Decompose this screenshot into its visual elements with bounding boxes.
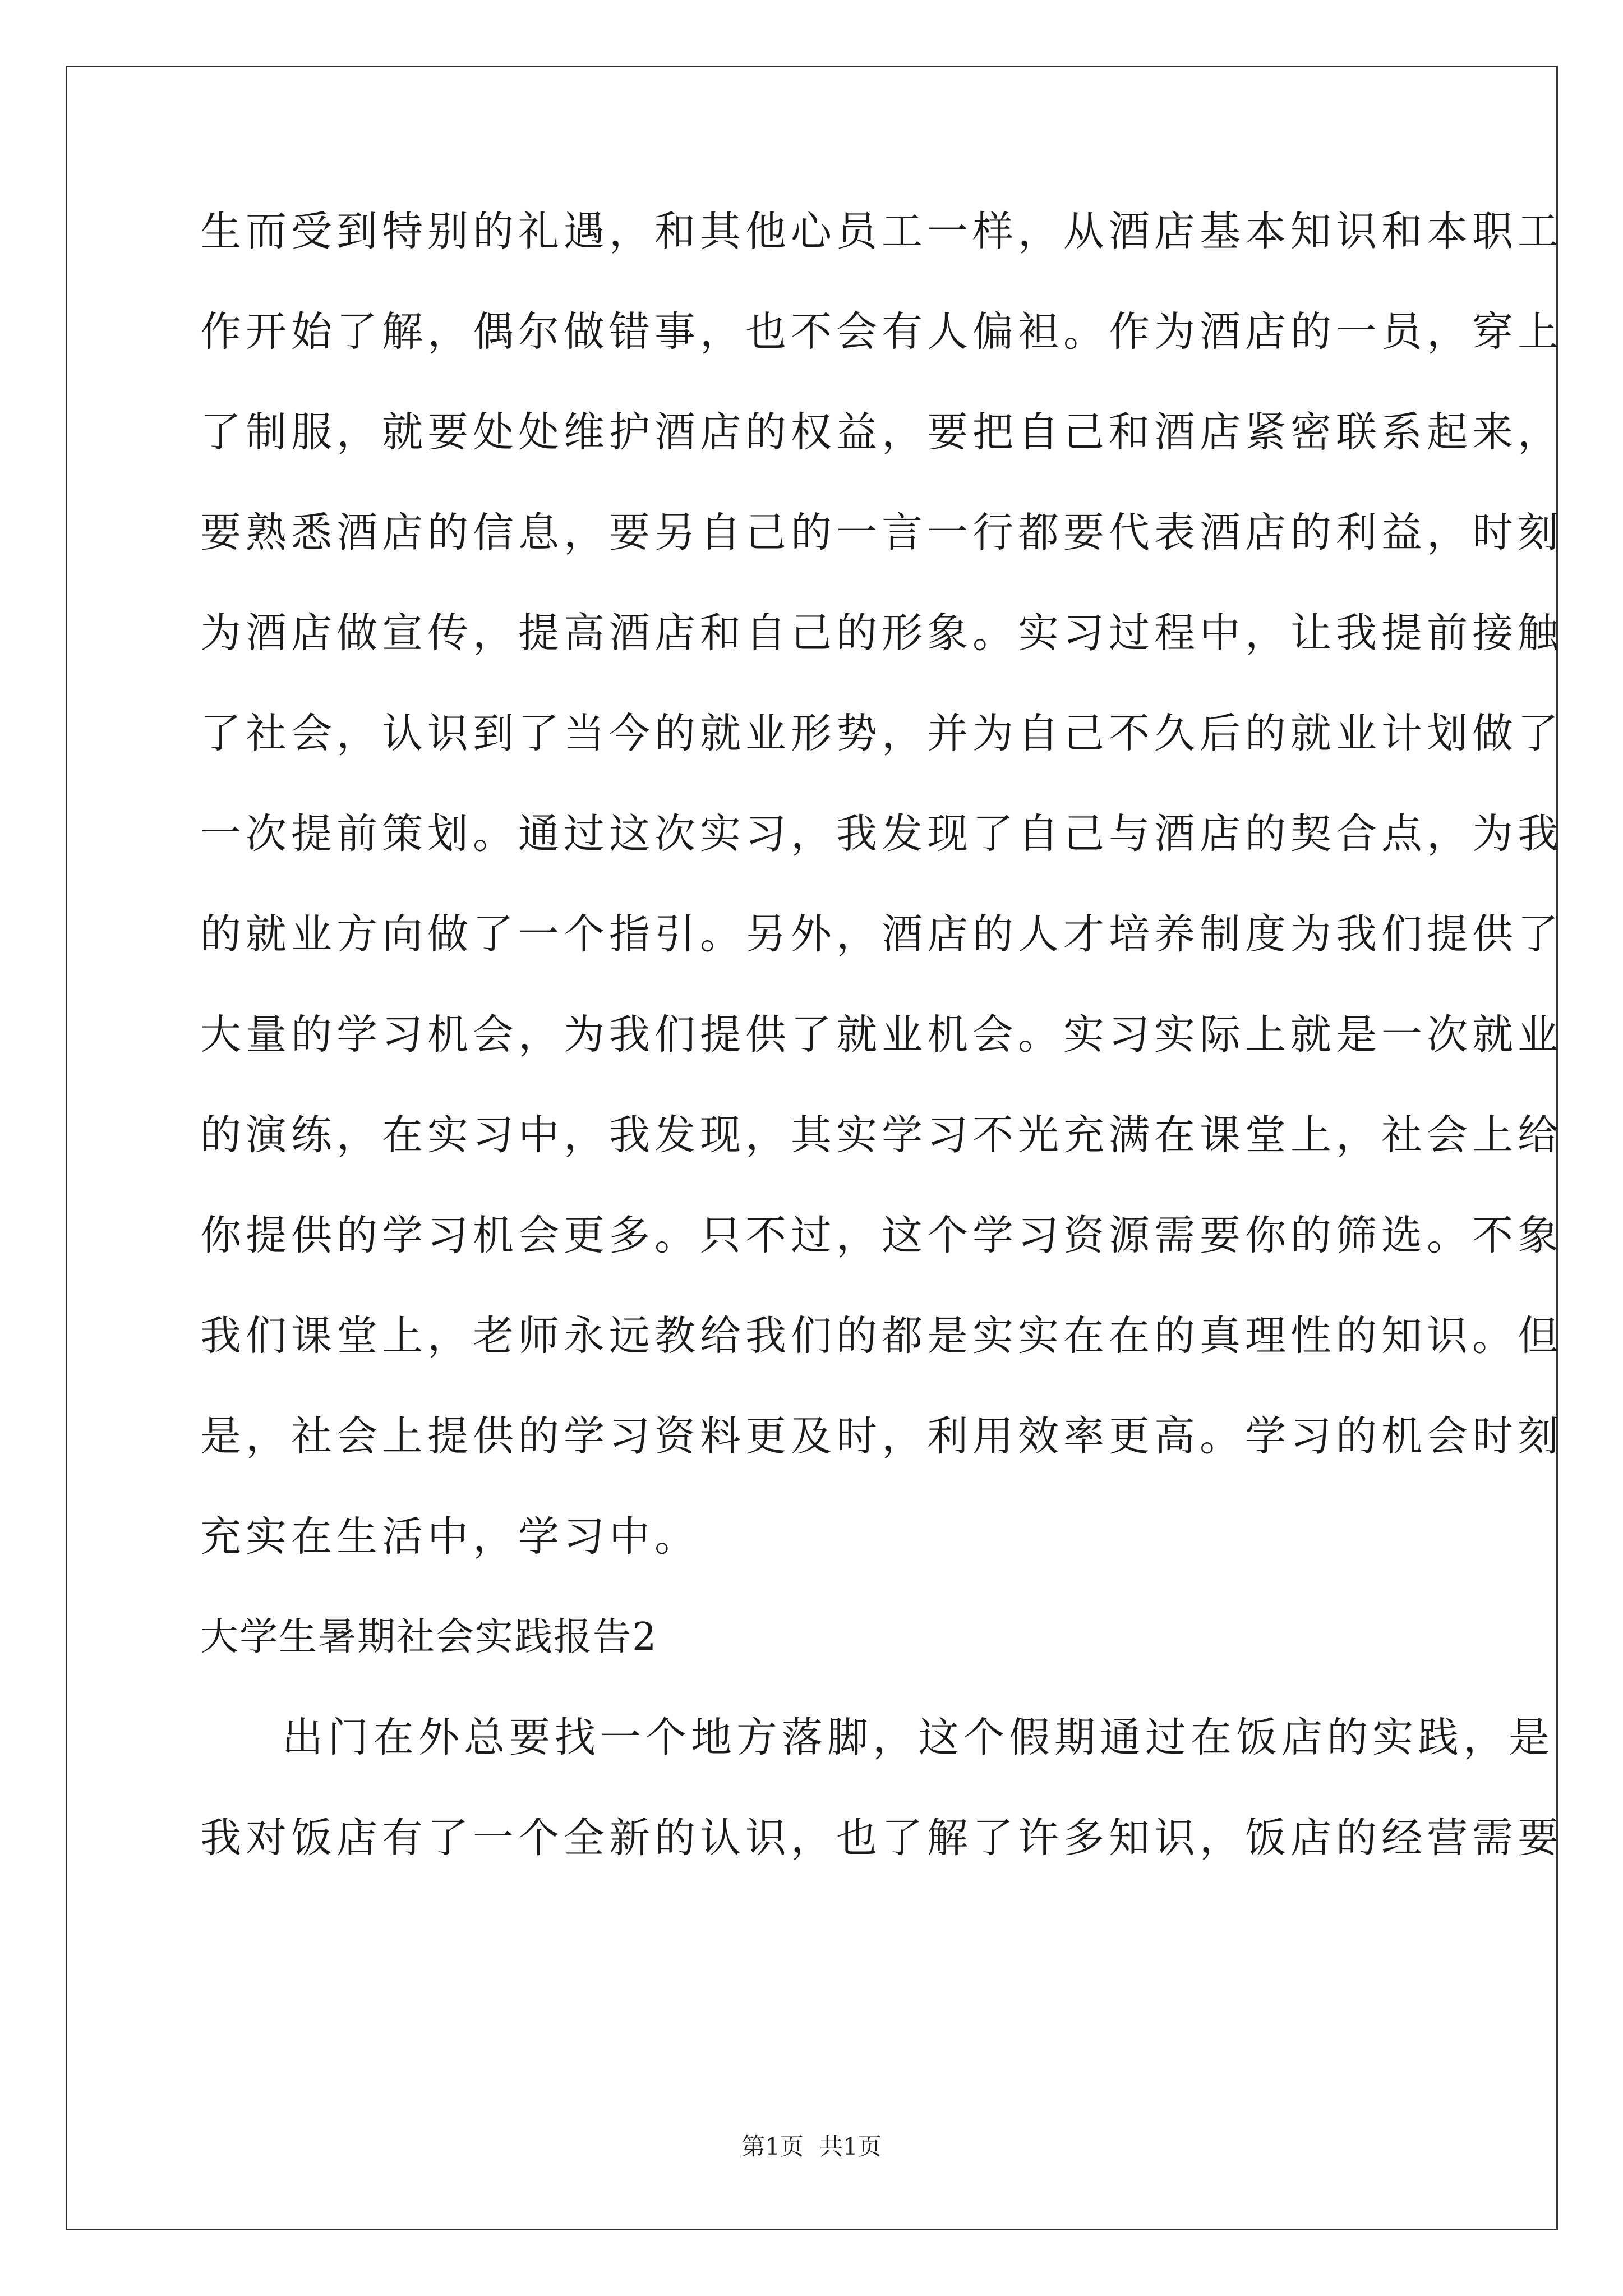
text-line: 了社会，认识到了当今的就业形势，并为自己不久后的就业计划做了 (200, 710, 1563, 757)
section-heading: 大学生暑期社会实践报告2 (200, 1615, 658, 1659)
text-line: 出门在外总要找一个地方落脚，这个假期通过在饭店的实践，是 (282, 1714, 1554, 1761)
page-number-current: 第1页 (741, 2133, 804, 2160)
text-line: 你提供的学习机会更多。只不过，这个学习资源需要你的筛选。不象 (200, 1212, 1563, 1259)
text-line: 的演练，在实习中，我发现，其实学习不光充满在课堂上，社会上给 (200, 1111, 1563, 1159)
text-line: 为酒店做宣传，提高酒店和自己的形象。实习过程中，让我提前接触 (200, 609, 1563, 657)
text-line: 的就业方向做了一个指引。另外，酒店的人才培养制度为我们提供了 (200, 910, 1563, 958)
text-line: 是，社会上提供的学习资料更及时，利用效率更高。学习的机会时刻 (200, 1412, 1563, 1460)
page-footer (0, 2133, 1623, 2161)
text-line: 作开始了解，偶尔做错事，也不会有人偏袒。作为酒店的一员，穿上 (200, 308, 1563, 356)
text-line: 生而受到特别的礼遇，和其他心员工一样，从酒店基本知识和本职工 (200, 208, 1563, 255)
text-line: 我们课堂上，老师永远教给我们的都是实实在在的真理性的知识。但 (200, 1312, 1563, 1360)
page-number-total: 共1页 (819, 2133, 882, 2160)
text-line: 了制服，就要处处维护酒店的权益，要把自己和酒店紧密联系起来， (200, 408, 1563, 456)
text-line: 大量的学习机会，为我们提供了就业机会。实习实际上就是一次就业 (200, 1011, 1563, 1059)
document-body (200, 208, 1563, 1917)
text-line: 充实在生活中，学习中。 (200, 1513, 700, 1561)
text-line: 我对饭店有了一个全新的认识，也了解了许多知识，饭店的经营需要 (200, 1814, 1563, 1862)
text-line: 要熟悉酒店的信息，要另自己的一言一行都要代表酒店的利益，时刻 (200, 509, 1563, 556)
text-line: 一次提前策划。通过这次实习，我发现了自己与酒店的契合点，为我 (200, 810, 1563, 858)
